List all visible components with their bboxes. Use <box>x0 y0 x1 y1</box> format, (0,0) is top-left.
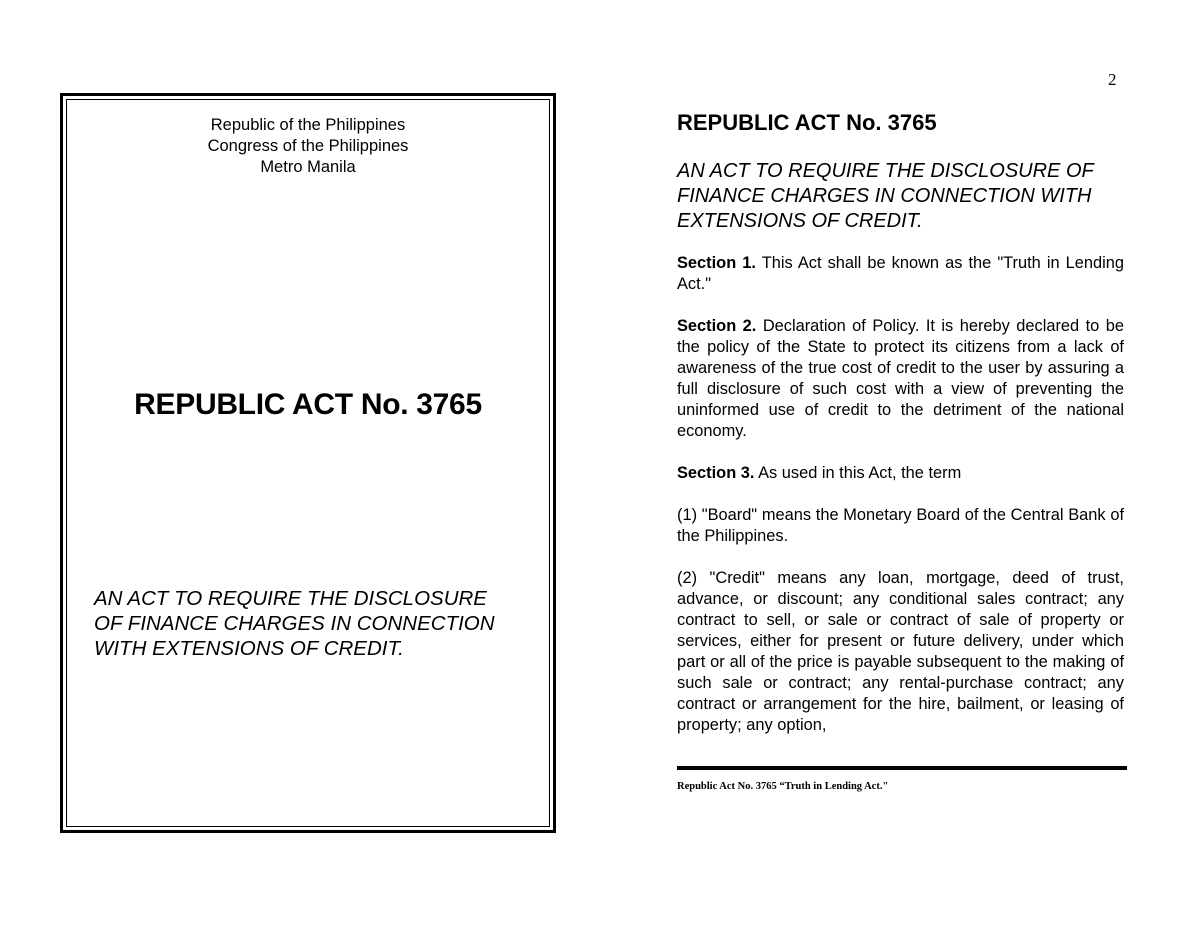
document-subtitle: AN ACT TO REQUIRE THE DISCLOSURE OF FINANCE CHARGES IN CONNECTION WITH EXTENSIONS OF CREDIT. <box>677 160 1094 232</box>
section-2 <box>677 316 1124 442</box>
footer-rule <box>677 766 1127 770</box>
footer-text: Republic Act No. 3765 “Truth in Lending Act." <box>677 781 889 792</box>
definition-credit: (2) "Credit" means any loan, mortgage, deed of trust, advance, or discount; any conditional sales contract; any contract to sell, or sale or contract of sale of property or services, either for present or future delivery, under which part or all of the price is payable subsequent to the making of such sale or contract; any rental-purchase contract; any contract or arrangement for the hire, bailment, or leasing of property; any option, <box>677 569 1124 734</box>
section-heading: Section 1. <box>677 254 756 272</box>
page-number: 2 <box>1108 70 1117 89</box>
cover-title: REPUBLIC ACT No. 3765 <box>134 388 482 421</box>
cover-subtitle: AN ACT TO REQUIRE THE DISCLOSURE OF FINANCE CHARGES IN CONNECTION WITH EXTENSIONS OF CREDIT. <box>94 587 495 660</box>
section-text: This Act shall be known as the "Truth in Lending Act." <box>677 254 1124 293</box>
document-title: REPUBLIC ACT No. 3765 <box>677 110 937 135</box>
cover-header-congress: Congress of the Philippines <box>207 137 409 155</box>
section-1 <box>677 253 1124 295</box>
document-body <box>677 253 1124 757</box>
section-heading: Section 2. <box>677 317 757 335</box>
cover-header-city: Metro Manila <box>260 158 356 176</box>
cover-page-inner-border <box>66 99 550 827</box>
cover-header-country: Republic of the Philippines <box>210 116 406 134</box>
cover-page-frame <box>60 93 556 833</box>
section-3 <box>677 463 1124 484</box>
cover-header <box>67 115 549 178</box>
section-text: Declaration of Policy. It is hereby declared to be the policy of the State to protect its citizens from a lack of awareness of the true cost of credit to the user by assuring a full disclosure of such cost with a view of preventing the uninformed use of credit to the detriment of the national economy. <box>677 317 1124 440</box>
definition-board: (1) "Board" means the Monetary Board of the Central Bank of the Philippines. <box>677 506 1124 545</box>
section-text: As used in this Act, the term <box>758 464 962 482</box>
section-heading: Section 3. <box>677 464 755 482</box>
